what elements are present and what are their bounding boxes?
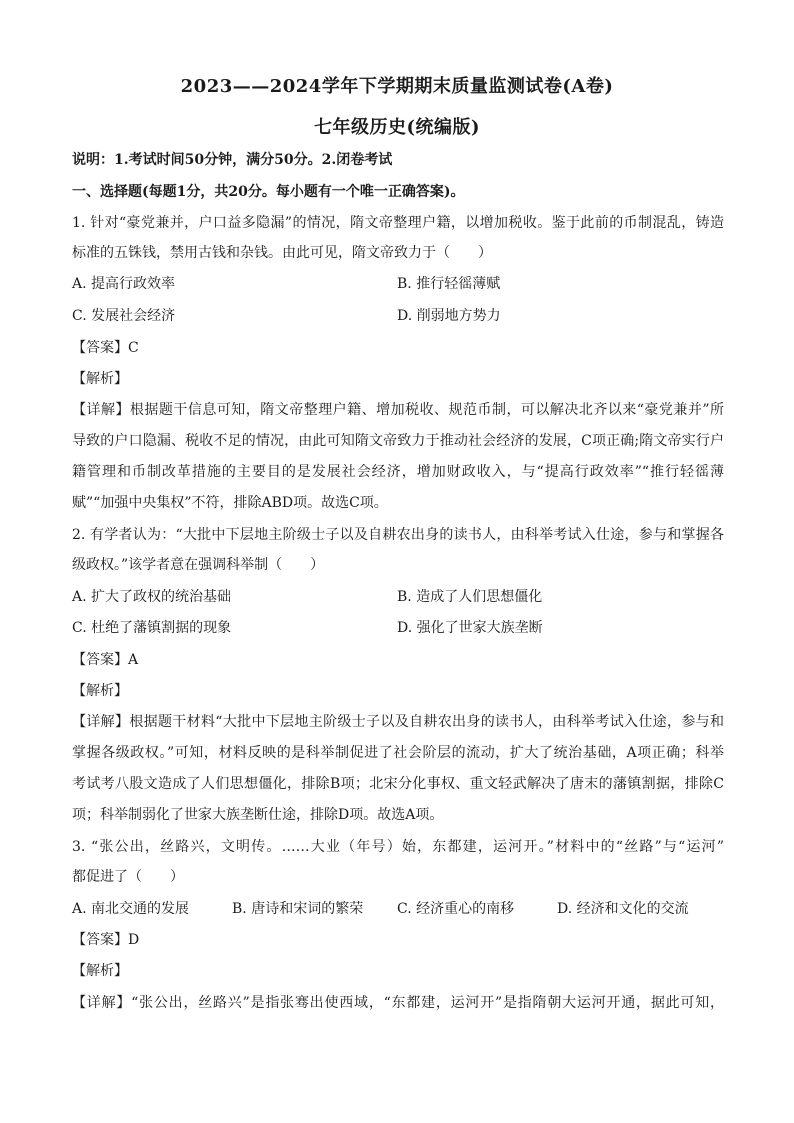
question-1-option-a: A. 提高行政效率 [72, 276, 176, 292]
question-3-stem-line-1: 3. “张公出，丝路兴，文明传。……大业（年号）始，东都建，运河开。”材料中的“丝路”与“运河” [72, 839, 724, 855]
instructions: 说明：1.考试时间50分钟，满分50分。2.闭卷考试 [72, 152, 393, 168]
question-2-analysis-label: 【解析】 [72, 683, 128, 699]
question-2-detail-line-4: 项；科举制弱化了世家大族垄断仕途，排除D项。故选A项。 [72, 807, 444, 823]
question-1-answer: 【答案】C [72, 340, 139, 356]
question-2-option-b: B. 造成了人们思想僵化 [397, 589, 543, 605]
question-3-detail-line-1: 【详解】“张公出，丝路兴”是指张骞出使西域，“东都建，运河开”是指隋朝大运河开通，据此可知， [72, 995, 724, 1011]
section-heading: 一、选择题(每题1分，共20分。每小题有一个唯一正确答案)。 [72, 184, 465, 200]
question-2-stem-line-1: 2. 有学者认为：“大批中下层地主阶级士子以及自耕农出身的读书人，由科举考试入仕途，参与和掌握各 [72, 527, 724, 543]
question-2-stem-line-2: 级政权。”该学者意在强调科举制（ ） [72, 557, 325, 573]
page-title: 2023——2024学年下学期期末质量监测试卷(A卷) [180, 76, 614, 97]
question-2-option-d: D. 强化了世家大族垄断 [397, 620, 543, 636]
question-3-stem-line-2: 都促进了（ ） [72, 869, 184, 885]
question-1-stem-line-2: 标准的五铢钱，禁用古钱和杂钱。由此可见，隋文帝致力于（ ） [72, 245, 492, 261]
question-3-option-c: C. 经济重心的南移 [397, 901, 515, 917]
question-1-detail-line-1: 【详解】根据题干信息可知，隋文帝整理户籍、增加税收、规范币制，可以解决北齐以来“豪党兼并”所 [72, 402, 724, 418]
question-1-detail-line-3: 籍管理和币制改革措施的主要目的是发展社会经济，增加财政收入，与“提高行政效率”“推行轻徭薄 [72, 464, 724, 480]
question-1-option-c: C. 发展社会经济 [72, 308, 176, 324]
question-1-option-d: D. 削弱地方势力 [397, 308, 501, 324]
question-3-answer: 【答案】D [72, 932, 140, 948]
question-2-option-c: C. 杜绝了藩镇割据的现象 [72, 620, 232, 636]
question-2-detail-line-2: 掌握各级政权。”可知，材料反映的是科举制促进了社会阶层的流动，扩大了统治基础，A项正确；科举 [72, 745, 724, 761]
page-subtitle: 七年级历史(统编版) [313, 117, 481, 138]
question-2-detail-line-3: 考试考八股文造成了人们思想僵化，排除B项；北宋分化事权、重文轻武解决了唐末的藩镇割据，排除C [72, 776, 724, 792]
question-2-detail-line-1: 【详解】根据题干材料“大批中下层地主阶级士子以及自耕农出身的读书人，由科举考试入仕途，参与和 [72, 714, 724, 730]
question-1-analysis-label: 【解析】 [72, 371, 128, 387]
question-2-option-a: A. 扩大了政权的统治基础 [72, 589, 232, 605]
question-3-option-a: A. 南北交通的发展 [72, 901, 190, 917]
question-1-detail-line-2: 导致的户口隐漏、税收不足的情况，由此可知隋文帝致力于推动社会经济的发展，C项正确;隋文帝实行户 [72, 433, 724, 449]
question-3-analysis-label: 【解析】 [72, 963, 128, 979]
question-3-option-b: B. 唐诗和宋词的繁荣 [232, 901, 364, 917]
question-1-option-b: B. 推行轻徭薄赋 [397, 276, 501, 292]
question-1-detail-line-4: 赋”“加强中央集权”不符，排除ABD项。故选C项。 [72, 495, 388, 511]
question-2-answer: 【答案】A [72, 652, 139, 668]
question-3-option-d: D. 经济和文化的交流 [557, 901, 689, 917]
question-1-stem-line-1: 1. 针对“豪党兼并，户口益多隐漏”的情况，隋文帝整理户籍，以增加税收。鉴于此前的币制混乱，铸造 [72, 215, 724, 231]
